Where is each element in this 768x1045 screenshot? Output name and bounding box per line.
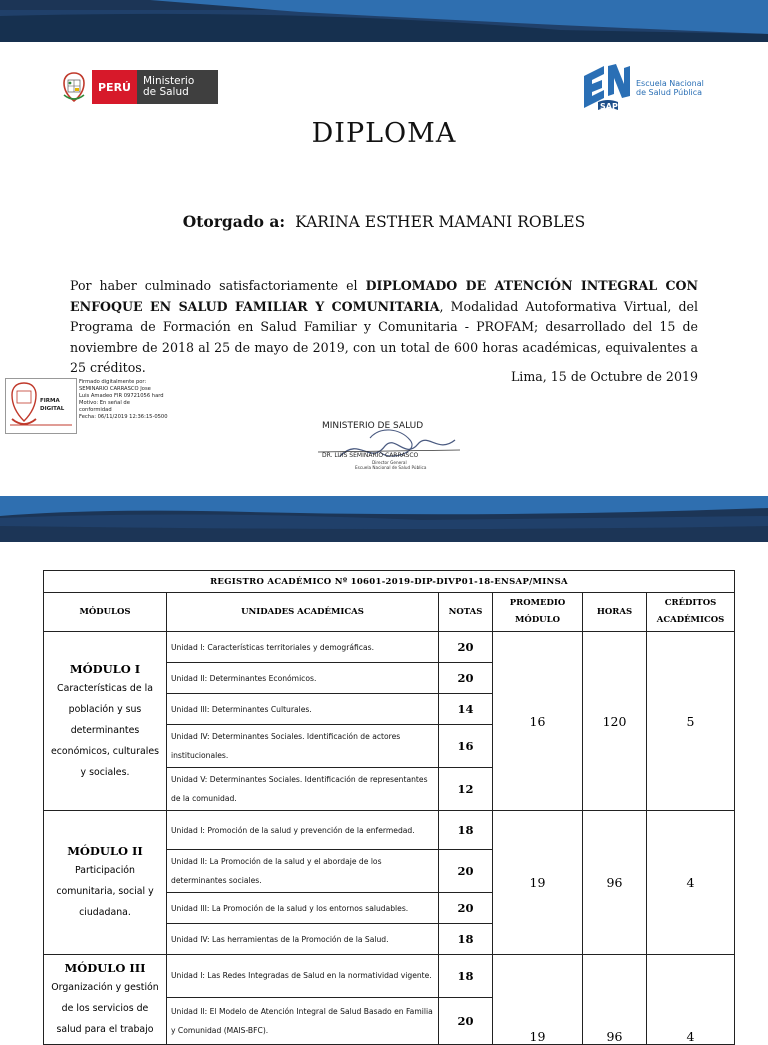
program-name: DIPLOMADO DE ATENCIÓN INTEGRAL CON ENFOQUE EN SALUD FAMILIAR Y COMUNITARIA: [70, 278, 698, 314]
unit-grade: 18: [439, 924, 493, 955]
sig-info-line: conformidad: [79, 407, 112, 413]
sig-info-line: Luis Amadeo FIR 09721056 hard: [79, 393, 164, 399]
diploma-title: DIPLOMA: [311, 118, 457, 149]
sig-info-line: Fecha: 06/11/2019 12:36:15-0500: [79, 414, 168, 420]
unit-name: Unidad I: Promoción de la salud y prevención de la enfermedad.: [167, 811, 439, 850]
digital-signature-info: [79, 379, 189, 421]
peru-coat-of-arms-icon: [60, 71, 88, 103]
unit-name: Unidad IV: Las herramientas de la Promoción de la Salud.: [167, 924, 439, 955]
sig-info-line: Motivo: En señal de: [79, 400, 130, 406]
bottom-band-decoration: [0, 496, 768, 542]
academic-record: [43, 570, 734, 1045]
module-hours: 96: [583, 811, 647, 955]
ensap-line2: de Salud Pública: [636, 88, 703, 97]
unit-grade: 12: [439, 768, 493, 811]
body-rest: , Modalidad Autoformativa Virtual, del Programa de Formación en Salud Familiar y Comunitaria - PROFAM; desarrollado del 15 de noviembre de 2018 al 25 de mayo de 2019, con un total de 600 horas académicas, equivalentes a 25 créditos.: [70, 298, 698, 375]
header-horas: HORAS: [583, 593, 647, 632]
header-creditos-line1: CRÉDITOS: [664, 598, 717, 608]
module-average: 16: [493, 632, 583, 811]
unit-grade: 18: [439, 811, 493, 850]
unit-name: Unidad I: Las Redes Integradas de Salud en la normatividad vigente.: [167, 955, 439, 998]
module-hours: 96: [583, 955, 647, 1045]
ministerio-line2: de Salud: [142, 86, 189, 98]
signer-name: DR. LUIS SEMINARIO CARRASCO: [322, 452, 419, 459]
module-title: MÓDULO III: [64, 961, 146, 975]
ministerio-line1: Ministerio: [142, 75, 195, 87]
module-credits: 5: [647, 632, 735, 811]
ensap-logo-icon: [578, 62, 634, 112]
ensap-line1: Escuela Nacional: [636, 79, 704, 88]
signature-ministerio: MINISTERIO DE SALUD: [322, 421, 424, 431]
body-intro: Por haber culminado satisfactoriamente el: [70, 278, 366, 293]
signer-title: Director General: [372, 460, 407, 465]
minsa-logo: [60, 70, 218, 104]
module-description: Organización y gestión de los servicios de salud para el trabajo: [51, 982, 159, 1035]
svg-text:SAP: SAP: [600, 102, 618, 111]
module-description: Participación comunitaria, social y ciudadana.: [56, 865, 154, 918]
header-creditos: [647, 593, 735, 632]
recipient-name: KARINA ESTHER MAMANI ROBLES: [295, 213, 586, 231]
registro-title: REGISTRO ACADÉMICO Nº 10601-2019-DIP-DIVP01-18-ENSAP/MINSA: [44, 571, 735, 593]
unit-grade: 18: [439, 955, 493, 998]
digital-signature-stamp: [5, 378, 77, 434]
stamp-line2: DIGITAL: [40, 406, 65, 412]
header-promedio-line1: PROMEDIO: [509, 598, 566, 608]
unit-grade: 20: [439, 997, 493, 1044]
firma-digital-label: [40, 397, 64, 413]
header-creditos-line2: ACADÉMICOS: [656, 615, 725, 625]
module-description: Características de la población y sus determinantes económicos, culturales y sociales.: [51, 682, 159, 778]
unit-grade: 16: [439, 725, 493, 768]
module-hours: 120: [583, 632, 647, 811]
module-cell: [44, 811, 167, 955]
module-average: 19: [493, 955, 583, 1045]
ministerio-label: [137, 70, 218, 104]
unit-name: Unidad II: La Promoción de la salud y el abordaje de los determinantes sociales.: [167, 850, 439, 893]
ensap-logo: [578, 62, 704, 112]
unit-name: Unidad IV: Determinantes Sociales. Identificación de actores institucionales.: [167, 725, 439, 768]
header-notas: NOTAS: [439, 593, 493, 632]
header-modulos: MÓDULOS: [44, 593, 167, 632]
awarded-to: [0, 212, 768, 231]
awarded-to-label: Otorgado a:: [182, 212, 286, 231]
header-promedio-line2: MÓDULO: [515, 615, 560, 625]
sig-info-line: SEMINARIO CARRASCO Jose: [79, 386, 151, 392]
academic-record-table: [43, 570, 735, 1045]
unit-grade: 20: [439, 632, 493, 663]
unit-name: Unidad II: El Modelo de Atención Integral de Salud Basado en Familia y Comunidad (MAIS-BFC).: [167, 997, 439, 1044]
issue-date: Lima, 15 de Octubre de 2019: [510, 369, 698, 384]
unit-grade: 20: [439, 663, 493, 694]
ensap-name: [636, 79, 704, 97]
module-average: 19: [493, 811, 583, 955]
unit-name: Unidad II: Determinantes Económicos.: [167, 663, 439, 694]
unit-name: Unidad I: Características territoriales y demográficas.: [167, 632, 439, 663]
page-separator: [0, 542, 768, 564]
unit-name: Unidad III: Determinantes Culturales.: [167, 694, 439, 725]
sig-info-line: Firmado digitalmente por:: [79, 379, 147, 385]
top-band-decoration: [0, 0, 768, 42]
module-cell: [44, 632, 167, 811]
peru-label: PERÚ: [92, 70, 137, 104]
module-title: MÓDULO II: [67, 844, 143, 858]
header-promedio: [493, 593, 583, 632]
unit-grade: 14: [439, 694, 493, 725]
unit-name: Unidad III: La Promoción de la salud y los entornos saludables.: [167, 893, 439, 924]
unit-name: Unidad V: Determinantes Sociales. Identificación de representantes de la comunidad.: [167, 768, 439, 811]
diploma-body: [70, 276, 698, 379]
signer-institution: Escuela Nacional de Salud Pública: [355, 465, 427, 470]
module-title: MÓDULO I: [69, 661, 141, 676]
header-unidades: UNIDADES ACADÉMICAS: [167, 593, 439, 632]
unit-grade: 20: [439, 850, 493, 893]
module-credits: 4: [647, 811, 735, 955]
module-cell: [44, 955, 167, 1045]
module-credits: 4: [647, 955, 735, 1045]
stamp-line1: FIRMA: [40, 398, 60, 404]
unit-grade: 20: [439, 893, 493, 924]
